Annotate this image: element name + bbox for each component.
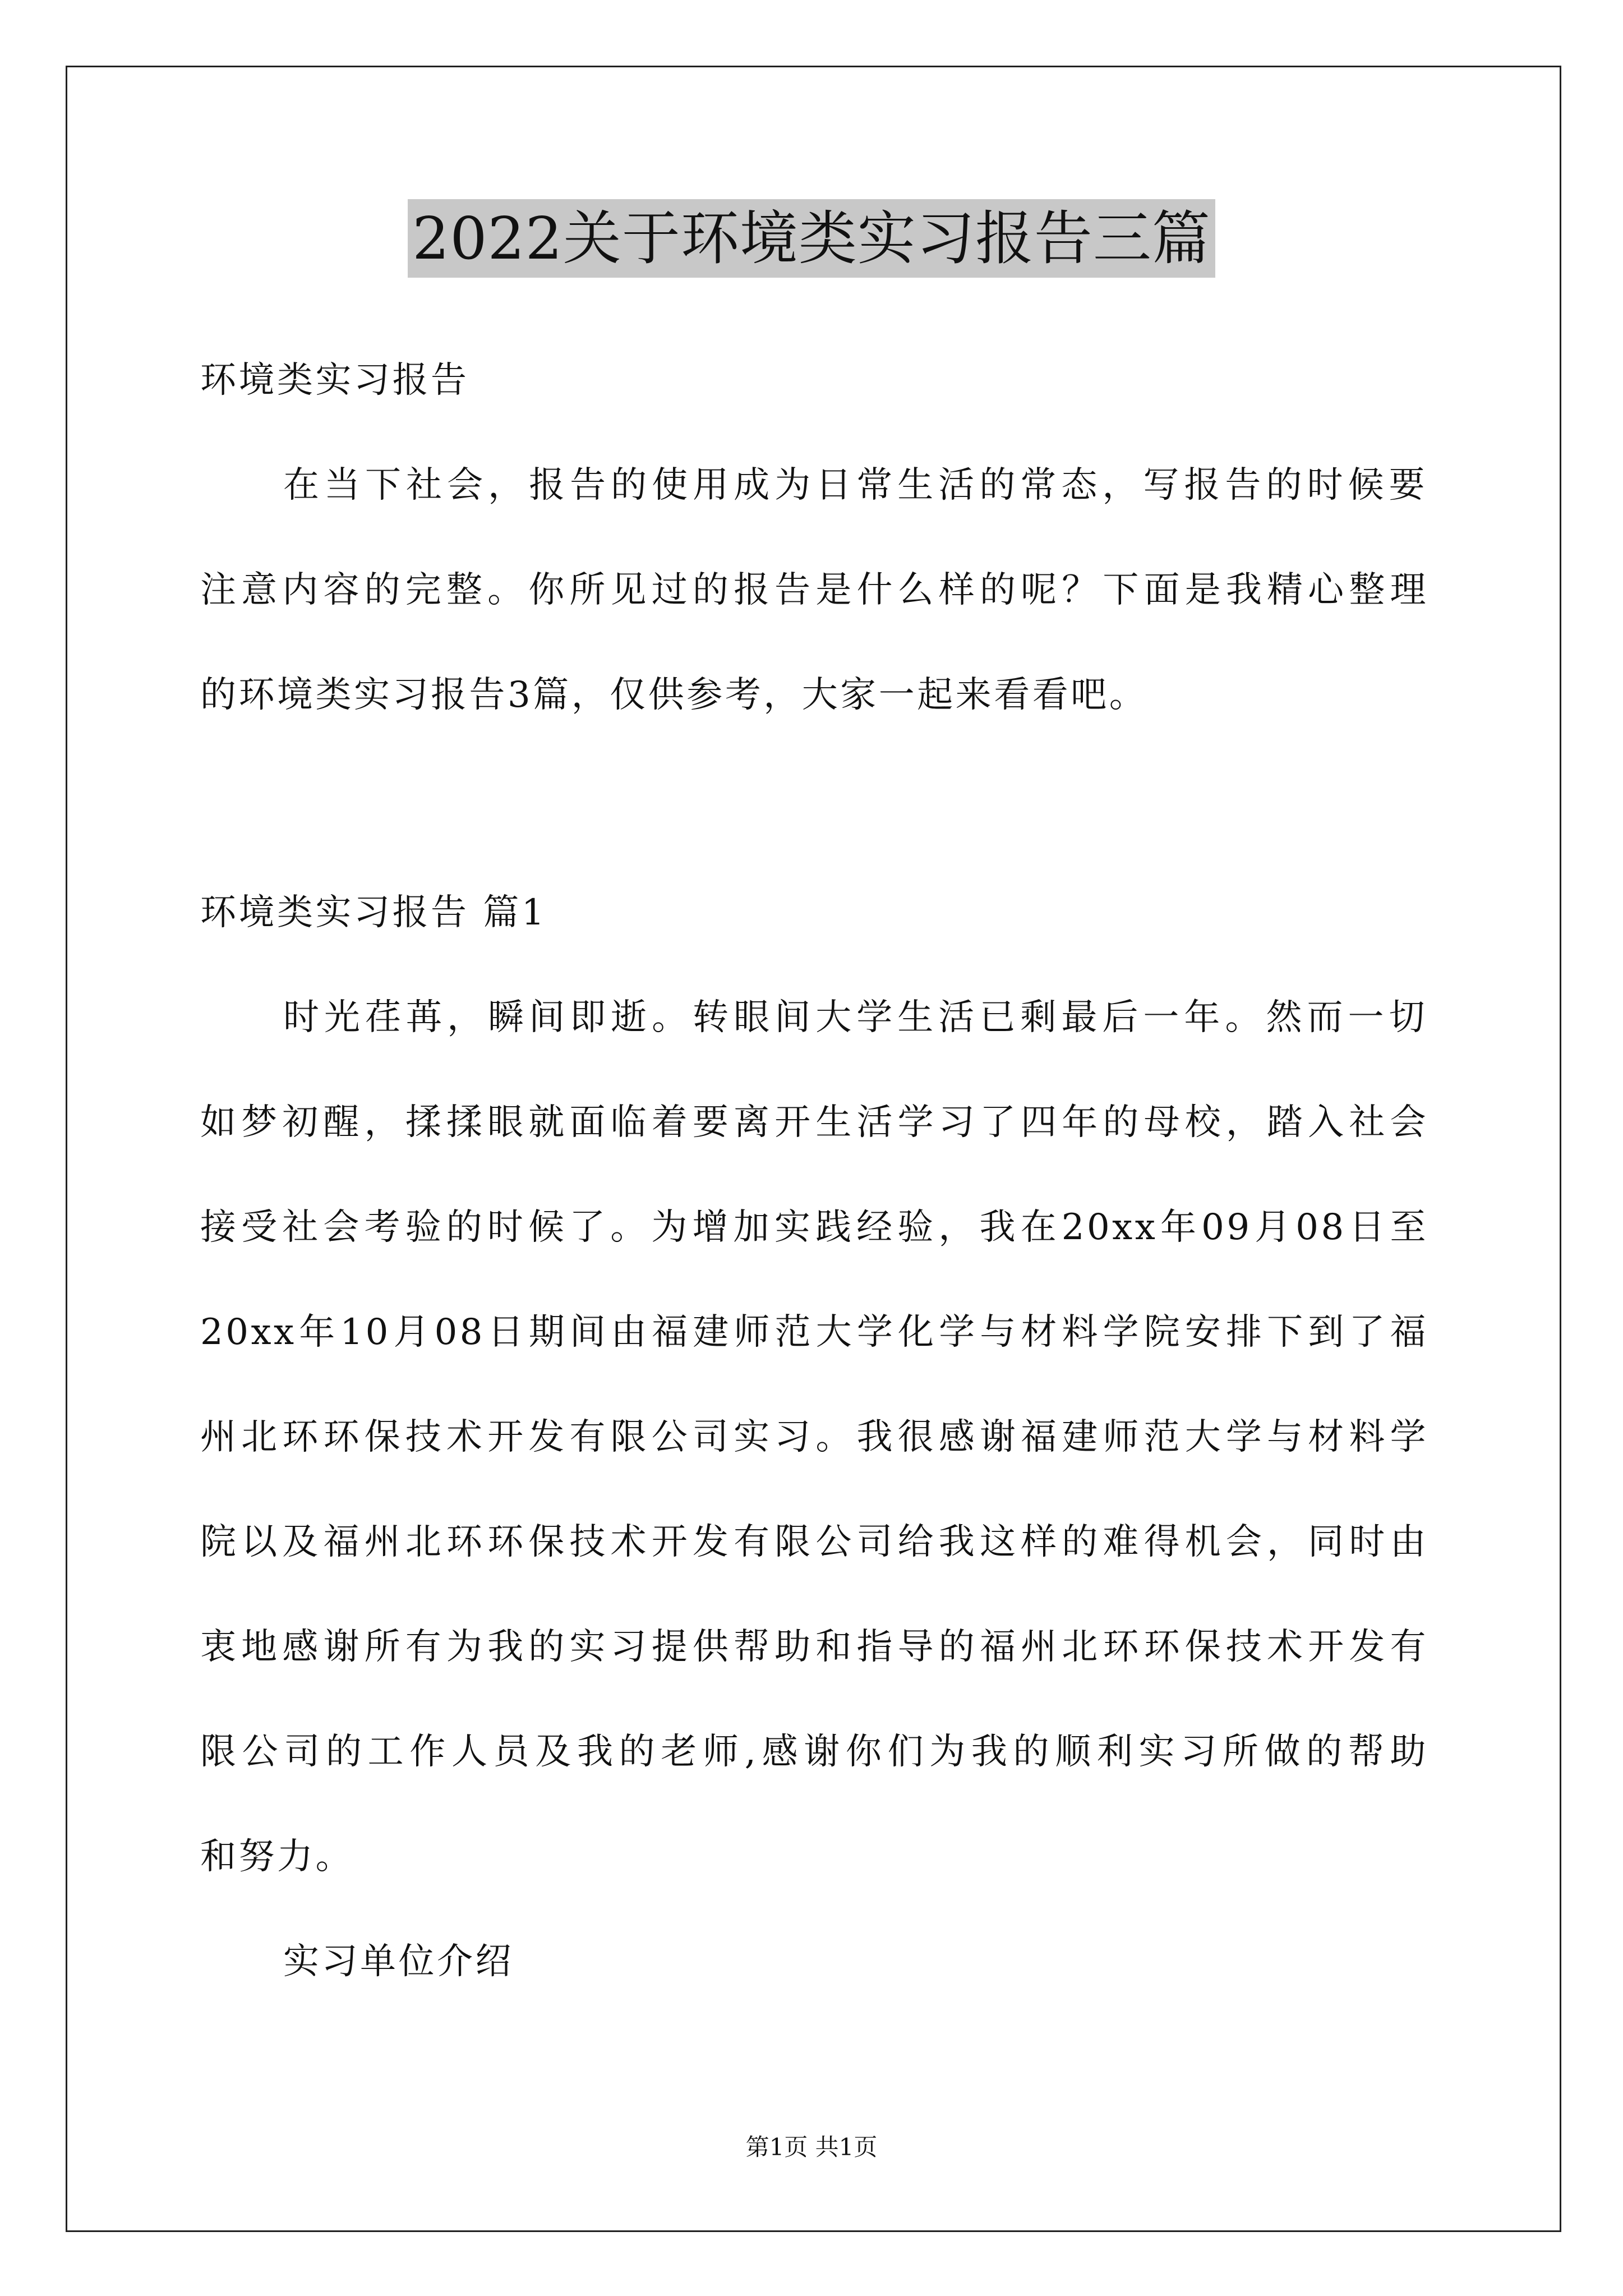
intro-line: 注意内容的完整。你所见过的报告是什么样的呢？下面是我精心整理 [200,569,1428,611]
body-line: 院以及福州北环环保技术开发有限公司给我这样的难得机会，同时由 [200,1521,1428,1563]
chapter-heading: 环境类实习报告 篇1 [200,892,547,933]
body-line: 时光荏苒，瞬间即逝。转眼间大学生活已剩最后一年。然而一切 [283,997,1427,1038]
subheading: 实习单位介绍 [283,1941,514,1982]
title-container [0,199,1623,278]
body-line: 和努力。 [200,1836,354,1878]
body-line: 限公司的工作人员及我的老师,感谢你们为我的顺利实习所做的帮助 [200,1731,1428,1773]
body-line: 20xx年10月08日期间由福建师范大学化学与材料学院安排下到了福 [200,1312,1428,1353]
document-title: 2022关于环境类实习报告三篇 [408,199,1215,278]
body-line: 州北环环保技术开发有限公司实习。我很感谢福建师范大学与材料学 [200,1416,1428,1458]
intro-line: 的环境类实习报告3篇，仅供参考，大家一起来看看吧。 [200,674,1148,716]
body-line: 接受社会考验的时候了。为增加实践经验，我在20xx年09月08日至 [200,1207,1428,1248]
body-line: 如梦初醒，揉揉眼就面临着要离开生活学习了四年的母校，踏入社会 [200,1102,1428,1143]
intro-line: 在当下社会，报告的使用成为日常生活的常态，写报告的时候要 [283,464,1427,506]
section-heading: 环境类实习报告 [200,360,469,401]
body-line: 衷地感谢所有为我的实习提供帮助和指导的福州北环环保技术开发有 [200,1626,1428,1668]
page-footer: 第1页 共1页 [745,2133,878,2161]
